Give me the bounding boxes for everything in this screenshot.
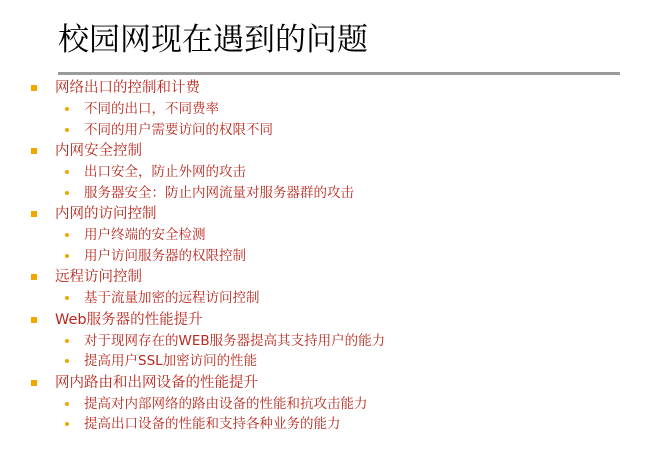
section-heading-text: 网络出口的控制和计费	[55, 80, 200, 96]
list-item-text: 对于现网存在的WEB服务器提高其支持用户的能力	[84, 332, 386, 349]
dot-bullet-icon	[65, 339, 69, 343]
dot-bullet-icon	[65, 296, 69, 300]
dot-bullet-icon	[65, 107, 69, 111]
dot-bullet-icon	[65, 254, 69, 258]
list-item-text: 提高对内部网络的路由设备的性能和抗攻击能力	[84, 395, 368, 412]
section-heading	[0, 267, 672, 288]
list-item	[0, 99, 672, 120]
section-heading-text: 远程访问控制	[55, 269, 142, 285]
square-bullet-icon	[31, 380, 37, 386]
sub-list	[0, 288, 672, 309]
section-heading	[0, 310, 672, 331]
square-bullet-icon	[31, 274, 37, 280]
dot-bullet-icon	[65, 191, 69, 195]
section-heading-text: Web服务器的性能提升	[55, 311, 203, 328]
section-heading	[0, 373, 672, 394]
list-item	[0, 183, 672, 204]
section-heading-text: 内网的访问控制	[55, 206, 157, 222]
list-item-text: 提高用户SSL加密访问的性能	[84, 353, 258, 369]
dot-bullet-icon	[65, 128, 69, 132]
list-item	[0, 331, 672, 352]
slide-title: 校园网现在遇到的问题	[58, 22, 368, 58]
list-item-text: 提高出口设备的性能和支持各种业务的能力	[84, 416, 341, 432]
dot-bullet-icon	[65, 422, 69, 426]
dot-bullet-icon	[65, 233, 69, 237]
list-item-text: 服务器安全：防止内网流量对服务器群的攻击	[84, 184, 354, 201]
sub-list	[0, 162, 672, 203]
sub-list	[0, 225, 672, 266]
section-heading-text: 网内路由和出网设备的性能提升	[55, 374, 258, 391]
list-item	[0, 162, 672, 183]
square-bullet-icon	[31, 85, 37, 91]
list-item-text: 出口安全，防止外网的攻击	[84, 164, 246, 180]
list-item	[0, 120, 672, 141]
dot-bullet-icon	[65, 170, 69, 174]
square-bullet-icon	[31, 317, 37, 323]
bullet-list	[0, 77, 672, 435]
list-item	[0, 288, 672, 309]
list-item	[0, 394, 672, 415]
section-heading	[0, 78, 672, 99]
sub-list	[0, 99, 672, 140]
title-divider	[58, 72, 620, 75]
list-item-text: 基于流量加密的远程访问控制	[84, 290, 260, 306]
square-bullet-icon	[31, 148, 37, 154]
list-item-text: 用户终端的安全检测	[84, 227, 206, 243]
list-item-text: 用户访问服务器的权限控制	[84, 247, 246, 264]
square-bullet-icon	[31, 211, 37, 217]
list-item	[0, 225, 672, 246]
list-item	[0, 351, 672, 372]
dot-bullet-icon	[65, 402, 69, 406]
section-heading	[0, 204, 672, 225]
list-item	[0, 246, 672, 267]
list-item-text: 不同的出口，不同费率	[84, 101, 219, 117]
sub-list	[0, 394, 672, 435]
section-heading	[0, 141, 672, 162]
list-item-text: 不同的用户需要访问的权限不同	[84, 121, 273, 138]
dot-bullet-icon	[65, 359, 69, 363]
list-item	[0, 414, 672, 435]
sub-list	[0, 331, 672, 372]
section-heading-text: 内网安全控制	[55, 143, 142, 159]
